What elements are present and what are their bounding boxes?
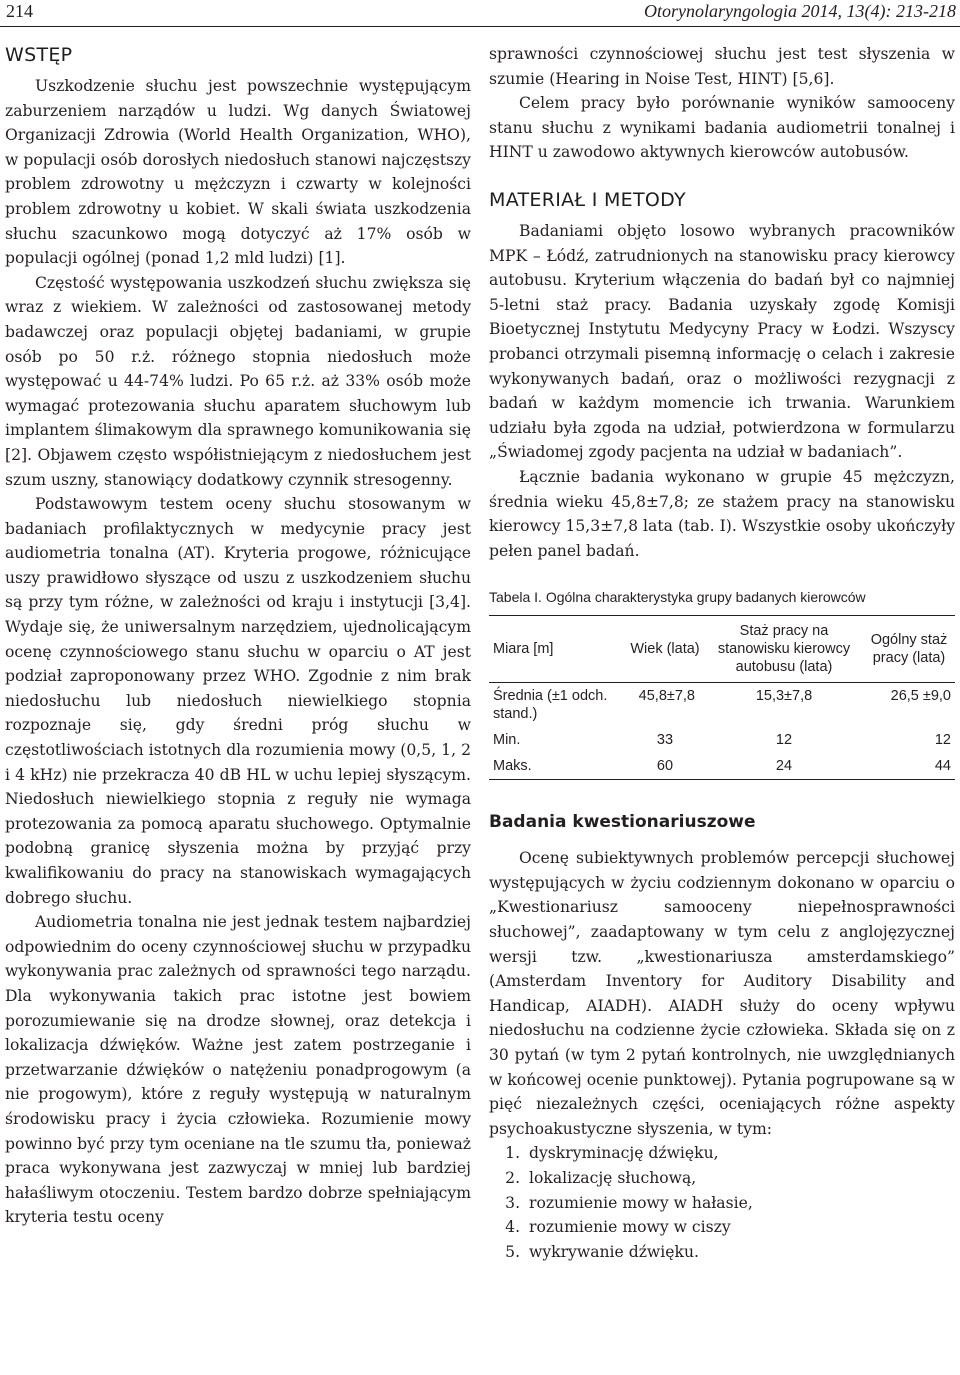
table-cell: 12	[934, 732, 951, 749]
table-row	[489, 727, 955, 753]
intro-paragraph-2: Częstość występowania uszkodzeń słuchu zwiększa się wraz z wiekiem. W zależności od zastosowanej metody badawczej oraz populacji objętej badaniami, w grupie osób po 50 r.ż. różnego stopnia niedosłuch może występować u 44-74% ludzi. Po 65 r.ż. aż 33% osób może wymagać protezowania słuchu aparatem słuchowym lub implantem ślimakowym dla sprawnego komunikowania się [2]. Objawem często współistniejącym z niedosłuchem jest szum uszny, stanowiący dodatkowy czynnik stresogenny.	[5, 273, 471, 489]
section-heading-intro: WSTĘP	[5, 44, 73, 66]
table-header-row	[489, 616, 955, 683]
table-header-cell: Miara [m]	[493, 641, 554, 658]
table-caption: Tabela I. Ogólna charakterystyka grupy badanych kierowców	[489, 589, 866, 606]
list-item: 2. lokalizację słuchową,	[525, 1166, 955, 1191]
table-cell: 60	[656, 758, 674, 775]
subsection-heading-survey: Badania kwestionariuszowe	[489, 812, 756, 833]
section-heading-methods: MATERIAŁ I METODY	[489, 188, 686, 211]
intro-paragraph-4: Audiometria tonalna nie jest jednak testem najbardziej odpowiednim do oceny czynnościowej słuchu w przypadku wykonywania prac zależnych od sprawności tego narządu. Dla wykonywania takich prac istotne jest bowiem porozumiewanie się na drodze słownej, oraz detekcja i lokalizacja dźwięków. Ważne jest zatem postrzeganie i przetwarzanie dźwięków o natężeniu ponadprogowym (a nie progowym), które z reguły występują w naturalnym środowisku pracy i życia człowieka. Rozumienie mowy powinno być przy tym oceniane na tle szumu tła, ponieważ praca wykonywana jest zazwyczaj w mniej lub bardziej hałaśliwym otoczeniu. Testem bardzo dobrze spełniającym kryteria testu oceny	[5, 913, 471, 1227]
table-cell: 15,3±7,8	[755, 688, 813, 705]
list-item: 3. rozumienie mowy w hałasie,	[525, 1191, 955, 1216]
aim-paragraph: Celem pracy było porównanie wyników samooceny stanu słuchu z wynikami badania audiometrii tonalnej i HINT u zawodowo aktywnych kierowców autobusów.	[489, 94, 955, 162]
table-cell: 45,8±7,8	[638, 688, 695, 705]
list-item: 4. rozumienie mowy w ciszy	[525, 1215, 955, 1240]
list-item: 1. dyskryminację dźwięku,	[525, 1141, 955, 1166]
characteristics-table	[489, 615, 955, 780]
survey-paragraph: Ocenę subiektywnych problemów percepcji słuchowej występujących w życiu codziennym dokonano w oparciu o „Kwestionariusz samooceny niepełnosprawności słuchowej”, zaadaptowany w tym celu z anglojęzycznej wersji tzw. „kwestionariusza amsterdamskiego” (Amsterdam Inventory for Auditory Disability and Handicap, AIADH). AIADH służy do oceny wpływu niedosłuchu na codzienne życie człowieka. Składa się on z 30 pytań (w tym 2 pytań kontrolnych, nie uwzględnianych w końcowej ocenie punktowej). Pytania pogrupowane są w pięć niezależnych części, oceniających różne aspekty psychoakustyczne słyszenia, w tym:	[489, 849, 955, 1138]
table-cell: 12	[775, 732, 793, 749]
right-column	[489, 42, 955, 1264]
table-cell: 44	[934, 758, 951, 775]
running-header	[0, 0, 960, 26]
page-number: 214	[6, 1, 33, 21]
continued-paragraph: sprawności czynnościowej słuchu jest test słyszenia w szumie (Hearing in Noise Test, HINT) [5,6].	[489, 45, 955, 88]
table-header-cell: Staż pracy na stanowisku kierowcy autobusu (lata)	[717, 623, 851, 676]
table-row	[489, 683, 955, 728]
table-header-cell: Wiek (lata)	[630, 641, 700, 658]
table-cell: Maks.	[493, 758, 532, 775]
journal-citation: Otorynolaryngologia 2014, 13(4): 213-218	[644, 1, 956, 21]
table-header-cell: Ogólny staż pracy (lata)	[870, 632, 948, 667]
methods-paragraph-1: Badaniami objęto losowo wybranych pracowników MPK – Łódź, zatrudnionych na stanowisku pracy kierowcy autobusu. Kryterium włączenia do badań był co najmniej 5-letni staż pracy. Badania uzyskały zgodę Komisji Bioetycznej Instytutu Medycyny Pracy w Łodzi. Wszyscy probanci otrzymali pisemną informację o celach i zakresie wykonywanych badań, oraz o możliwości rezygnacji z badań w każdym momencie ich trwania. Warunkiem udziału była zgoda na udział, potwierdzona w formularzu „Świadomej zgody pacjenta na udział w badaniach”.	[489, 221, 955, 462]
list-item: 5. wykrywanie dźwięku.	[525, 1240, 955, 1265]
table-cell: 24	[775, 758, 793, 775]
header-rule	[0, 26, 960, 27]
aspects-list	[489, 1141, 955, 1264]
table-cell: Średnia (±1 odch. stand.)	[493, 688, 608, 723]
table-cell: 33	[656, 732, 674, 749]
intro-paragraph-3: Podstawowym testem oceny słuchu stosowanym w badaniach profilaktycznych w medycynie pracy jest audiometria tonalna (AT). Kryteria progowe, różnicujące uszy prawidłowo słyszące od uszu z uszkodzeniem słuchu są przy tym różne, w zależności od kraju i instytucji [3,4]. Wydaje się, że uniwersalnym narzędziem, ujednolicającym ocenę czynnościowego stanu słuchu w oparciu o AT jest podział zaproponowany przez WHO. Zgodnie z nim brak niedosłuchu lub niedosłuch niewielkiego stopnia rozpoznaje się, gdy średni próg słuchu w częstotliwościach istotnych dla rozumienia mowy (0,5, 1, 2 i 4 kHz) nie przekracza 40 dB HL w uchu lepiej słyszącym. Niedosłuch niewielkiego stopnia z reguły nie wymaga protezowania za pomocą aparatu słuchowego. Optymalnie podobną granicę słyszenia można by przyjąć przy kwalifikowaniu do pracy na stanowiskach wymagających dobrego słuchu.	[5, 495, 471, 907]
intro-paragraph-1: Uszkodzenie słuchu jest powszechnie występującym zaburzeniem narządów u ludzi. Wg danych Światowej Organizacji Zdrowia (World Health Organization, WHO), w populacji osób dorosłych niedosłuch stanowi najczęstszy problem zdrowotny u mężczyzn i czwarty w kolejności problem zdrowotny u kobiet. W skali świata uszkodzenia słuchu szacunkowo mogą dotyczyć aż 17% osób w populacji ogólnej (ponad 1,2 mld ludzi) [1].	[5, 77, 471, 268]
table-cell: Min.	[493, 732, 521, 749]
methods-paragraph-2: Łącznie badania wykonano w grupie 45 mężczyzn, średnia wieku 45,8±7,8; ze stażem pracy na stanowisku kierowcy 15,3±7,8 lata (tab. I). Wszystkie osoby ukończyły pełen panel badań.	[489, 467, 955, 560]
table-cell: 26,5 ±9,0	[890, 688, 951, 705]
left-column	[5, 42, 471, 1230]
table-row	[489, 753, 955, 780]
